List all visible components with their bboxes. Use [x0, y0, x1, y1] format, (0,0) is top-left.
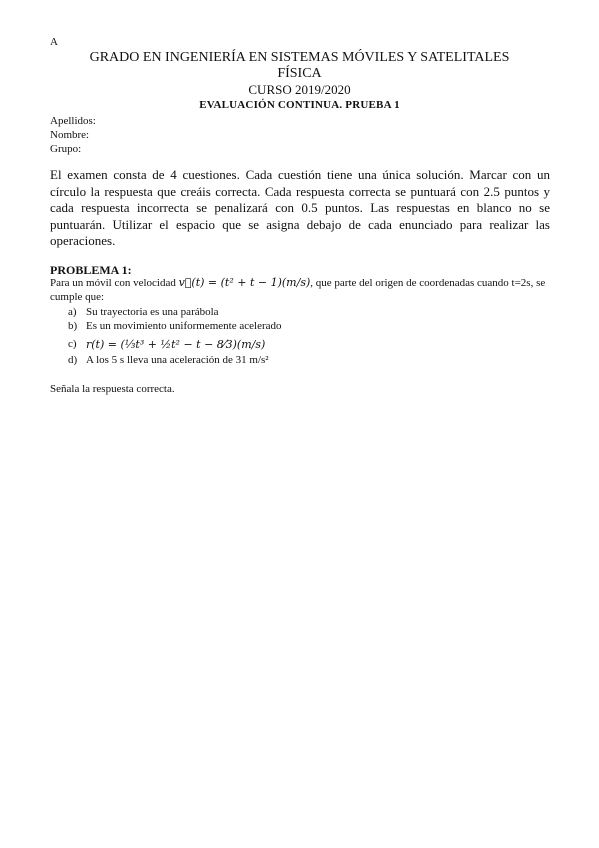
option-text: Es un movimiento uniformemente acelerado — [86, 320, 282, 332]
version-letter: A — [50, 36, 58, 48]
option-a[interactable] — [68, 306, 282, 320]
velocity-expression: v⃗(t) = (t² + t − 1)(m/s) — [178, 276, 311, 289]
option-letter: d) — [68, 354, 78, 366]
subject-title: FÍSICA — [277, 66, 322, 81]
answer-options — [68, 306, 282, 368]
group-label: Grupo: — [50, 143, 82, 155]
name-label: Nombre: — [50, 129, 90, 141]
surnames-label: Apellidos: — [50, 115, 96, 127]
option-c[interactable] — [68, 334, 282, 354]
option-text: Su trayectoria es una parábola — [86, 306, 219, 318]
option-letter: a) — [68, 306, 77, 318]
option-d[interactable] — [68, 354, 282, 368]
course-title: CURSO 2019/2020 — [248, 82, 351, 97]
option-letter: b) — [68, 320, 78, 332]
answer-prompt: Señala la respuesta correcta. — [50, 383, 175, 395]
problem-title: PROBLEMA 1: — [50, 263, 132, 277]
exam-instructions: El examen consta de 4 cuestiones. Cada cuestión tiene una única solución. Marcar con un círculo la respuesta que creáis correcta. Cada respuesta correcta se puntuará con 2.5 puntos y cada respuesta incorrecta se penalizará con 0.5 puntos. Las respuestas en blanco no se puntuarán. Utilizar el espacio que se asigna debajo de cada enunciado para realizar las operaciones. — [50, 167, 550, 248]
option-text: A los 5 s lleva una aceleración de 31 m/s² — [86, 354, 269, 366]
option-letter: c) — [68, 338, 77, 350]
degree-title: GRADO EN INGENIERÍA EN SISTEMAS MÓVILES Y SATELITALES — [89, 50, 510, 65]
option-text: r(t) = (⅓t³ + ½t² − t − 8⁄3)(m/s) — [86, 337, 266, 351]
evaluation-title: EVALUACIÓN CONTINUA. PRUEBA 1 — [199, 99, 400, 111]
option-b[interactable] — [68, 320, 282, 334]
statement-after: , que parte del origen de coordenadas cuando t=2s, se cumple que: — [50, 277, 546, 303]
statement-before: Para un móvil con velocidad — [50, 277, 179, 289]
problem-statement — [50, 276, 552, 304]
